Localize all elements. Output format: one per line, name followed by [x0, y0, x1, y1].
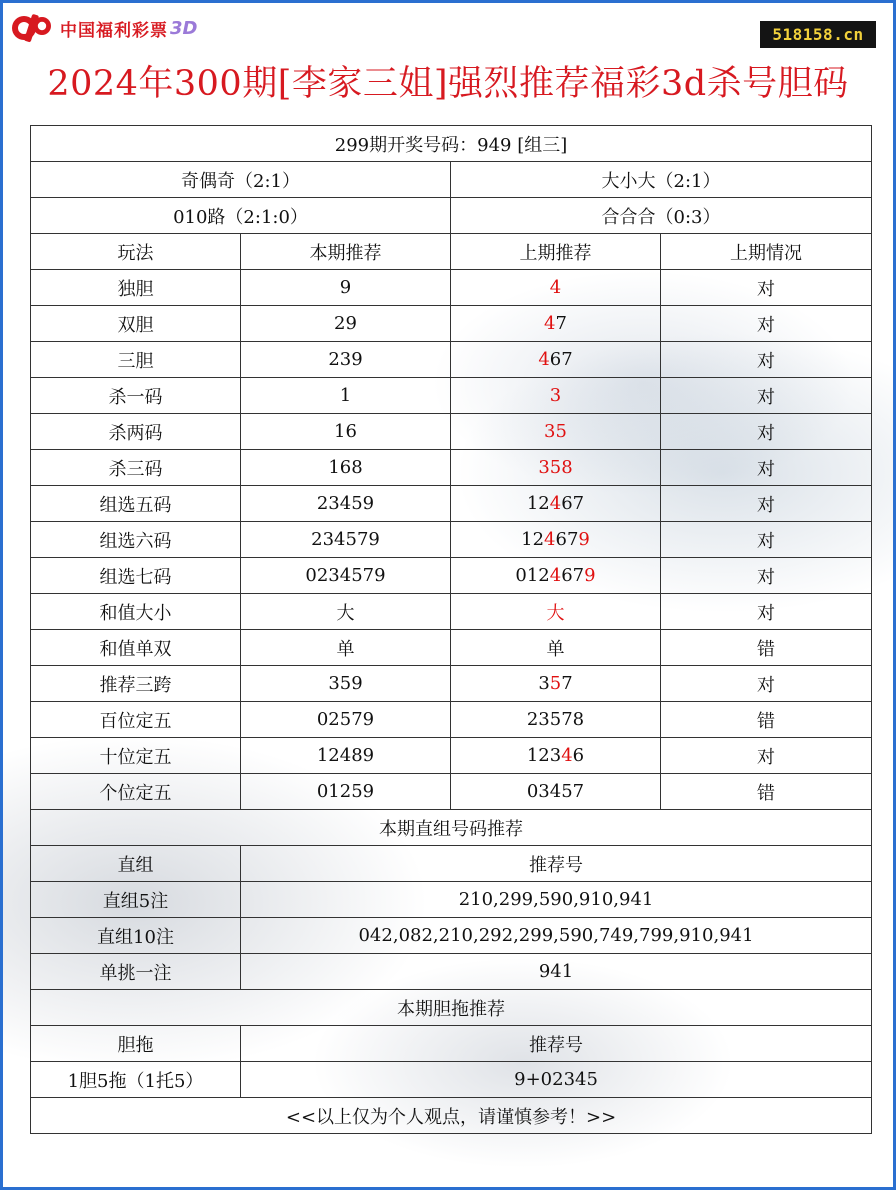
hit-digits: 大 [546, 602, 565, 624]
previous-result: 错 [661, 702, 872, 738]
play-name: 三胆 [31, 342, 241, 378]
previous-recommendation [451, 630, 661, 666]
play-name: 组选七码 [31, 558, 241, 594]
play-name: 百位定五 [31, 702, 241, 738]
section-title-row [31, 990, 872, 1026]
section-row-name: 1胆5拖（1托5） [31, 1062, 241, 1098]
site-badge[interactable]: 518158.cn [760, 21, 876, 48]
play-name: 杀一码 [31, 378, 241, 414]
table-row [31, 630, 872, 666]
hit-digits: 4 [549, 565, 562, 586]
header-current: 本期推荐 [241, 234, 451, 270]
section-row-name: 直组10注 [31, 918, 241, 954]
current-recommendation: 12489 [241, 738, 451, 774]
hit-digits: 358 [538, 457, 573, 478]
current-recommendation: 1 [241, 378, 451, 414]
previous-recommendation [451, 378, 661, 414]
section-row [31, 918, 872, 954]
previous-recommendation [451, 702, 661, 738]
table-row [31, 558, 872, 594]
previous-recommendation [451, 414, 661, 450]
table-row [31, 306, 872, 342]
miss-digits: 67 [561, 565, 585, 586]
section-col2-header: 推荐号 [241, 846, 872, 882]
previous-result: 错 [661, 774, 872, 810]
previous-result: 对 [661, 522, 872, 558]
hit-digits: 5 [549, 673, 562, 694]
hit-digits: 35 [544, 421, 567, 442]
current-recommendation: 02579 [241, 702, 451, 738]
current-recommendation: 0234579 [241, 558, 451, 594]
table-row [31, 378, 872, 414]
previous-recommendation [451, 522, 661, 558]
section-title-row [31, 810, 872, 846]
previous-recommendation [451, 594, 661, 630]
miss-digits: 单 [546, 638, 565, 660]
previous-result: 对 [661, 378, 872, 414]
current-recommendation: 9 [241, 270, 451, 306]
section-header-row [31, 846, 872, 882]
lottery-logo-icon [10, 10, 54, 46]
section-col1-header: 胆拖 [31, 1026, 241, 1062]
table-row [31, 702, 872, 738]
play-name: 组选五码 [31, 486, 241, 522]
footer-row [31, 1098, 872, 1134]
table-row [31, 738, 872, 774]
section-row [31, 954, 872, 990]
miss-digits: 67 [561, 493, 585, 514]
section-row [31, 882, 872, 918]
previous-result: 对 [661, 594, 872, 630]
pattern-row-2 [31, 198, 872, 234]
play-name: 杀两码 [31, 414, 241, 450]
header-result: 上期情况 [661, 234, 872, 270]
current-recommendation: 23459 [241, 486, 451, 522]
play-name: 杀三码 [31, 450, 241, 486]
current-recommendation: 29 [241, 306, 451, 342]
previous-result: 对 [661, 450, 872, 486]
play-name: 个位定五 [31, 774, 241, 810]
miss-digits: 12 [526, 493, 550, 514]
previous-result: 对 [661, 486, 872, 522]
section-row-name: 单挑一注 [31, 954, 241, 990]
section-row-value: 210,299,590,910,941 [241, 882, 872, 918]
current-recommendation: 168 [241, 450, 451, 486]
play-name: 推荐三跨 [31, 666, 241, 702]
hit-digits: 9 [584, 565, 596, 586]
miss-digits: 03457 [526, 781, 585, 802]
table-row [31, 666, 872, 702]
previous-result: 对 [661, 738, 872, 774]
prime-pattern: 合合合（0:3） [451, 198, 872, 234]
play-name: 独胆 [31, 270, 241, 306]
previous-recommendation [451, 666, 661, 702]
pattern-row-1 [31, 162, 872, 198]
section-header-row [31, 1026, 872, 1062]
table-row [31, 522, 872, 558]
section-col1-header: 直组 [31, 846, 241, 882]
table-row [31, 450, 872, 486]
previous-result: 对 [661, 666, 872, 702]
logo-3d-text: 3D [170, 17, 198, 39]
play-name: 双胆 [31, 306, 241, 342]
miss-digits: 67 [549, 349, 573, 370]
miss-digits: 3 [538, 673, 550, 694]
section-row-name: 直组5注 [31, 882, 241, 918]
table-row [31, 342, 872, 378]
draw-summary-row [31, 126, 872, 162]
hit-digits: 9 [578, 529, 590, 550]
previous-recommendation [451, 450, 661, 486]
header-play: 玩法 [31, 234, 241, 270]
section-row-value: 941 [241, 954, 872, 990]
current-recommendation: 01259 [241, 774, 451, 810]
previous-result: 错 [661, 630, 872, 666]
table-row [31, 486, 872, 522]
section-title: 本期直组号码推荐 [31, 810, 872, 846]
hit-digits: 4 [538, 349, 550, 370]
previous-recommendation [451, 558, 661, 594]
miss-digits: 12 [521, 529, 545, 550]
table-row [31, 774, 872, 810]
play-name: 组选六码 [31, 522, 241, 558]
hit-digits: 3 [549, 385, 562, 406]
play-name: 十位定五 [31, 738, 241, 774]
play-name: 和值大小 [31, 594, 241, 630]
miss-digits: 23578 [526, 709, 585, 730]
logo-text: 中国福利彩票 [60, 20, 168, 41]
miss-digits: 67 [555, 529, 579, 550]
previous-recommendation [451, 306, 661, 342]
current-recommendation: 单 [241, 630, 451, 666]
current-recommendation: 359 [241, 666, 451, 702]
section-row [31, 1062, 872, 1098]
previous-recommendation [451, 738, 661, 774]
table-row [31, 594, 872, 630]
previous-result: 对 [661, 414, 872, 450]
table-row [31, 270, 872, 306]
lottery-logo [10, 10, 197, 46]
previous-recommendation [451, 270, 661, 306]
current-recommendation: 16 [241, 414, 451, 450]
section-row-value: 042,082,210,292,299,590,749,799,910,941 [241, 918, 872, 954]
previous-result: 对 [661, 306, 872, 342]
previous-recommendation [451, 774, 661, 810]
miss-digits: 012 [515, 565, 550, 586]
hit-digits: 4 [549, 277, 562, 298]
previous-result: 对 [661, 342, 872, 378]
previous-recommendation [451, 486, 661, 522]
hit-digits: 4 [561, 745, 573, 766]
hit-digits: 4 [544, 529, 556, 550]
previous-result: 对 [661, 558, 872, 594]
current-recommendation: 239 [241, 342, 451, 378]
miss-digits: 7 [561, 673, 573, 694]
current-recommendation: 大 [241, 594, 451, 630]
play-name: 和值单双 [31, 630, 241, 666]
section-row-value: 9+02345 [241, 1062, 872, 1098]
page-title: 2024年300期[李家三姐]强烈推荐福彩3d杀号胆码 [47, 64, 849, 104]
header-previous: 上期推荐 [451, 234, 661, 270]
hit-digits: 4 [544, 313, 556, 334]
section-title: 本期胆拖推荐 [31, 990, 872, 1026]
previous-recommendation [451, 342, 661, 378]
section-col2-header: 推荐号 [241, 1026, 872, 1062]
odd-even-pattern: 奇偶奇（2:1） [31, 162, 451, 198]
miss-digits: 6 [572, 745, 585, 766]
table-row [31, 414, 872, 450]
hit-digits: 4 [549, 493, 562, 514]
footer-note: <<以上仅为个人观点，请谨慎参考！>> [31, 1098, 872, 1134]
current-recommendation: 234579 [241, 522, 451, 558]
big-small-pattern: 大小大（2:1） [451, 162, 872, 198]
table-header-row [31, 234, 872, 270]
previous-result: 对 [661, 270, 872, 306]
miss-digits: 123 [526, 745, 562, 766]
miss-digits: 7 [555, 313, 567, 334]
recommendation-table [30, 125, 872, 1134]
road-pattern: 010路（2:1:0） [31, 198, 451, 234]
draw-result: 299期开奖号码：949 [组三] [31, 126, 872, 162]
